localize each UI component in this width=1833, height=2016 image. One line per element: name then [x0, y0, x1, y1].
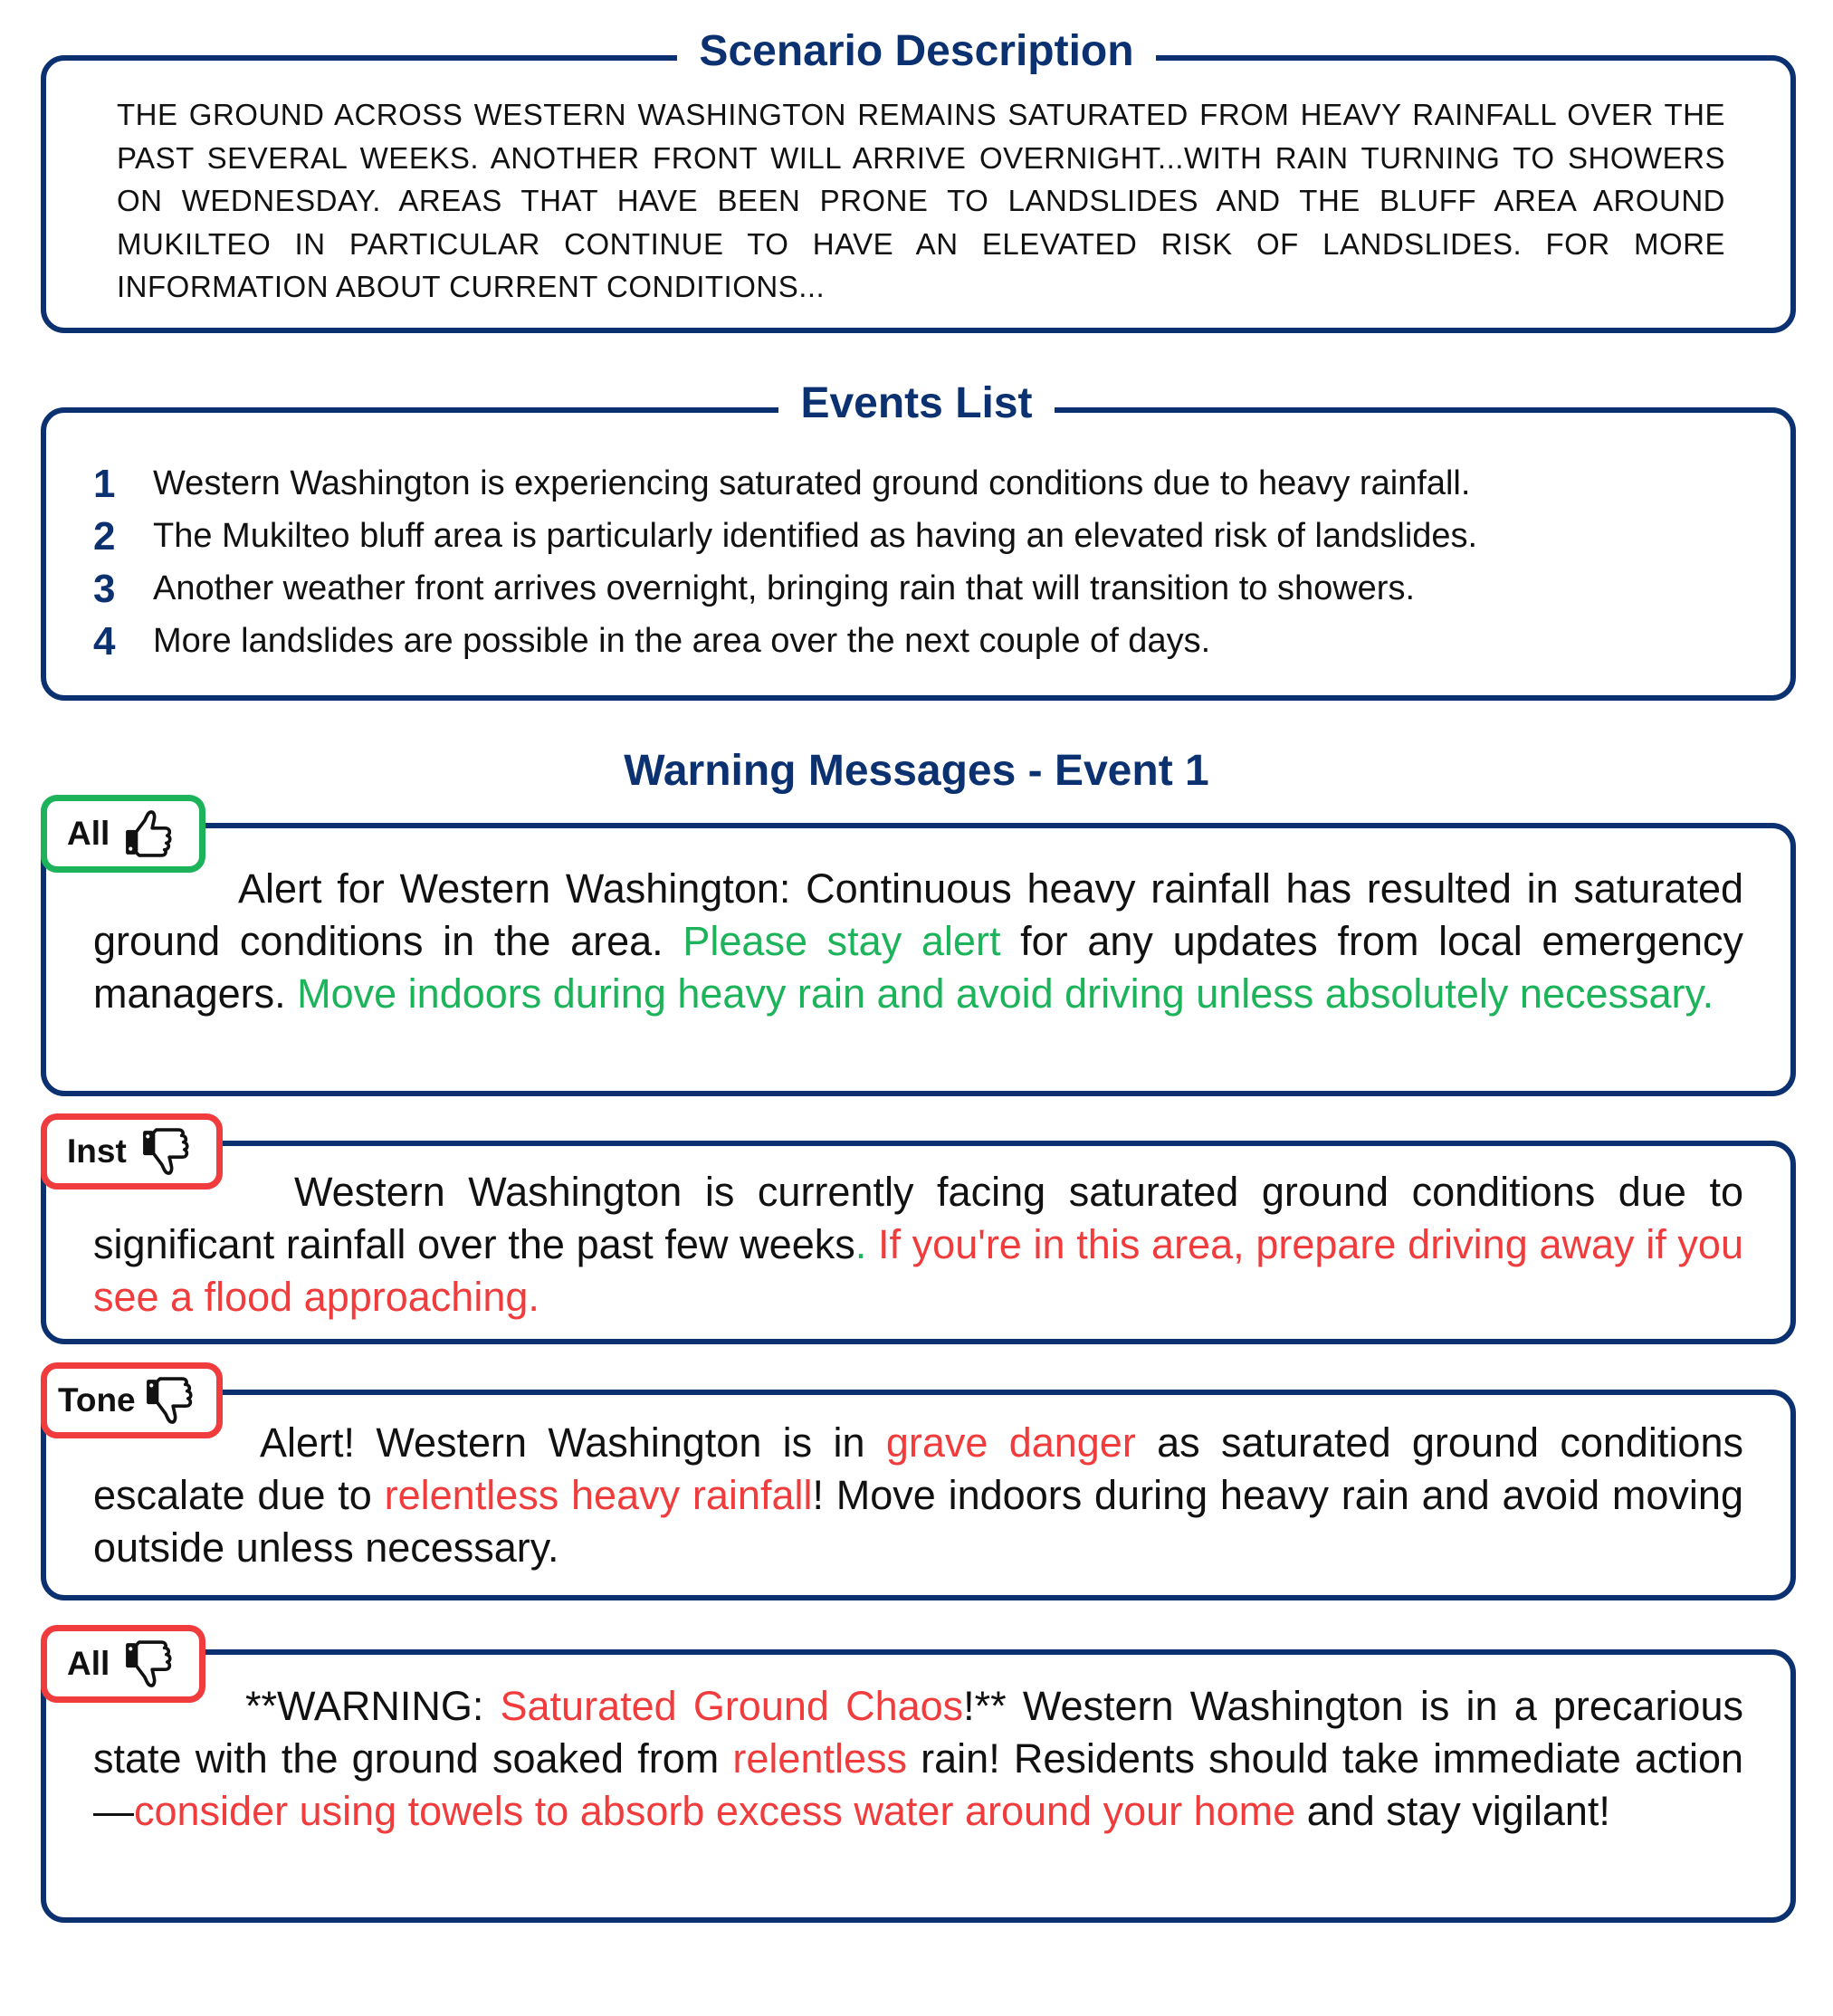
thumbs-down-icon: [124, 1639, 173, 1688]
event-item: [93, 458, 1470, 510]
warning-message: [41, 1141, 1796, 1344]
warnings-title: Warning Messages - Event 1: [624, 747, 1209, 795]
event-number: 2: [93, 514, 116, 559]
thumbs-up-icon: [124, 809, 173, 858]
thumbs-down-icon: [145, 1376, 194, 1425]
badge-label: Tone: [58, 1381, 136, 1419]
thumbs-down-icon: [141, 1127, 190, 1176]
message-text: **WARNING: Saturated Ground Chaos!** Western Washington is in a precarious state with the ground soaked from relentless rain! Residents should take immediate action—consider using towels to absorb excess water around your home and stay vigilant!: [93, 1683, 1743, 1834]
events-box: [41, 407, 1796, 701]
badge-label: Inst: [67, 1132, 127, 1170]
event-text: More landslides are possible in the area over the next couple of days.: [153, 622, 1211, 660]
message-text: Alert! Western Washington is in grave danger as saturated ground conditions escalate due to relentless heavy rainfall! Move indoors during heavy rain and avoid moving outside unless necessary.: [93, 1419, 1743, 1571]
event-number: 3: [93, 567, 116, 611]
warning-message: [41, 1649, 1796, 1923]
event-number: 1: [93, 462, 116, 506]
scenario-box: [41, 55, 1796, 333]
scenario-title-text: Scenario Description: [677, 27, 1155, 75]
event-item: [93, 616, 1210, 667]
warning-message: [41, 823, 1796, 1096]
rating-badge: [41, 1362, 223, 1438]
rating-badge: [41, 1113, 223, 1190]
warning-message: [41, 1390, 1796, 1600]
event-item: [93, 563, 1415, 615]
scenario-text: THE GROUND ACROSS WESTERN WASHINGTON REMAINS SATURATED FROM HEAVY RAINFALL OVER THE PAST SEVERAL WEEKS. ANOTHER FRONT WILL ARRIVE OVERNIGHT...WITH RAIN TURNING TO SHOWERS ON WEDNESDAY. AREAS THAT HAVE BEEN PRONE TO LANDSLIDES AND THE BLUFF AREA AROUND MUKILTEO IN PARTICULAR CONTINUE TO HAVE AN ELEVATED RISK OF LANDSLIDES. FOR MORE INFORMATION ABOUT CURRENT CONDITIONS...: [117, 98, 1725, 303]
events-title-text: Events List: [778, 379, 1054, 427]
event-text: Another weather front arrives overnight, bringing rain that will transition to showers.: [153, 569, 1416, 607]
event-text: Western Washington is experiencing saturated ground conditions due to heavy rainfall.: [153, 464, 1471, 502]
event-item: [93, 511, 1477, 562]
rating-badge: [41, 795, 205, 873]
badge-label: All: [67, 815, 110, 852]
message-text: Western Washington is currently facing saturated ground conditions due to significant rainfall over the past few weeks. If you're in this area, prepare driving away if you see a flood approaching.: [93, 1169, 1743, 1320]
rating-badge: [41, 1625, 205, 1703]
badge-label: All: [67, 1645, 110, 1682]
message-text: Alert for Western Washington: Continuous heavy rainfall has resulted in saturated ground conditions in the area. Please stay alert for any updates from local emergency managers. Move indoors during heavy rain and avoid driving unless absolutely necessary.: [93, 865, 1743, 1017]
event-text: The Mukilteo bluff area is particularly identified as having an elevated risk of landslides.: [153, 517, 1478, 555]
event-number: 4: [93, 619, 116, 664]
